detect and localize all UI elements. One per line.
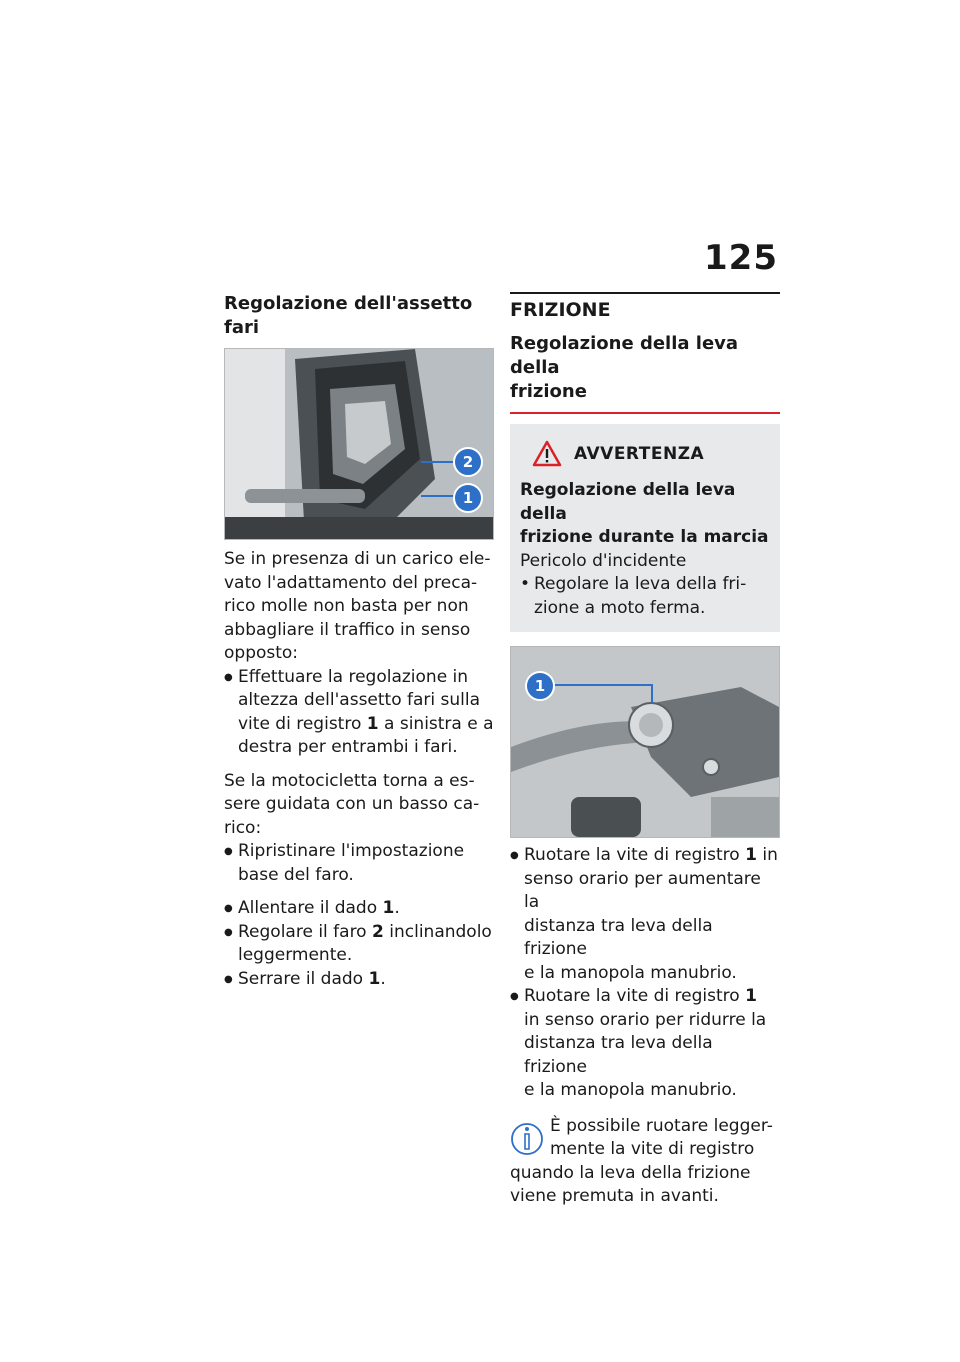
callout-1: 1 [453,483,483,513]
section-heading-clutch: Regolazione della leva della frizione [510,332,780,414]
section-heading-headlight: Regolazione dell'assetto fari [224,293,473,338]
paragraph-low-load: Se la motocicletta torna a es- sere guidata con un basso ca- rico: [224,770,480,838]
list-item: • Regolare la leva della fri- zione a moto ferma. [520,573,770,620]
warning-title: AVVERTENZA [574,443,705,464]
headlight-illustration [225,349,493,539]
left-column [224,292,494,991]
info-icon [510,1115,544,1159]
warning-hazard: Pericolo d'incidente [520,550,687,571]
clutch-lever-figure [510,646,780,838]
step-list-1 [224,666,494,760]
callout-1: 1 [525,671,555,701]
step-list-2 [224,840,494,887]
list-item: ● Ruotare la vite di registro 1 in senso orario per aumentare la distanza tra leva della frizione e la manopola manubrio. [510,844,780,985]
intro-paragraph: Se in presenza di un carico ele- vato l'adattamento del preca- rico molle non basta per non abbagliare il traffico in senso opposto: [224,549,491,663]
page-number: 125 [704,238,778,278]
list-item: ● Regolare il faro 2 inclinandolo leggermente. [224,921,494,968]
info-note: È possibile ruotare legger- mente la vite di registro quando la leva della frizione viene premuta in avanti. [510,1115,773,1206]
list-item: ● Serrare il dado 1. [224,968,494,992]
warning-triangle-icon [532,440,562,467]
list-item: ● Ruotare la vite di registro 1 in senso orario per ridurre la distanza tra leva della frizione e la manopola manubrio. [510,985,780,1103]
headlight-figure [224,348,494,540]
step-list-3 [224,897,494,991]
chapter-title: FRIZIONE [510,292,780,322]
list-item: ● Effettuare la regolazione in altezza dell'assetto fari sulla vite di registro 1 a sinistra e a destra per entrambi i fari. [224,666,494,760]
right-column [510,292,780,1209]
list-item: ● Allentare il dado 1. [224,897,494,921]
callout-2: 2 [453,447,483,477]
list-item: ● Ripristinare l'impostazione base del faro. [224,840,494,887]
warning-subject: Regolazione della leva della frizione durante la marcia [520,480,769,547]
clutch-step-list [510,844,780,1103]
warning-box [510,424,780,632]
